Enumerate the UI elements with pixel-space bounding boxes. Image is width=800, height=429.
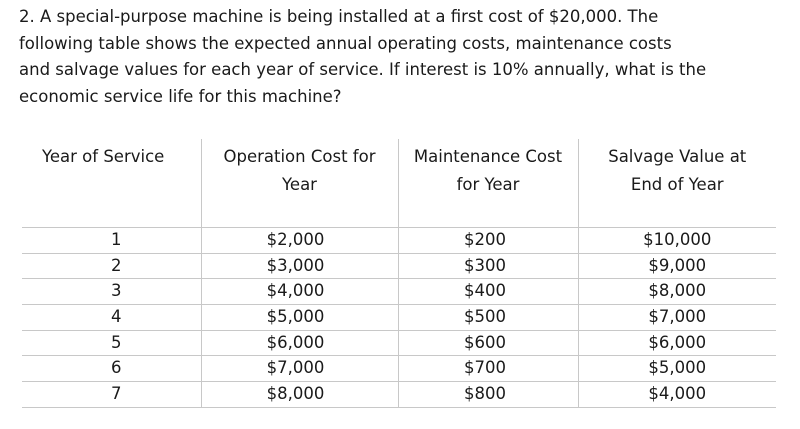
table-header-row <box>22 139 776 228</box>
cell-salvage-value: $10,000 <box>578 228 776 254</box>
cell-salvage-value: $8,000 <box>578 279 776 305</box>
question-line: economic service life for this machine? <box>19 86 342 106</box>
cell-salvage-value: $9,000 <box>578 253 776 279</box>
table-row <box>22 279 776 305</box>
cell-year: 6 <box>22 356 201 382</box>
cell-salvage-value: $4,000 <box>578 382 776 408</box>
header-maintenance-cost <box>398 139 578 228</box>
cell-operation-cost: $7,000 <box>201 356 398 382</box>
cell-maintenance-cost: $500 <box>398 305 578 331</box>
cost-table <box>22 139 776 408</box>
table-row <box>22 228 776 254</box>
cell-maintenance-cost: $700 <box>398 356 578 382</box>
question-line: and salvage values for each year of service. If interest is 10% annually, what is the <box>19 60 707 79</box>
cell-year: 2 <box>22 253 201 279</box>
header-line: Salvage Value at <box>608 147 747 166</box>
cell-operation-cost: $2,000 <box>201 228 398 254</box>
header-salvage-value <box>578 139 776 228</box>
cell-year: 1 <box>22 228 201 254</box>
header-line: Operation Cost for <box>223 147 376 166</box>
header-line: End of Year <box>630 175 724 194</box>
cell-operation-cost: $4,000 <box>201 279 398 305</box>
cell-maintenance-cost: $200 <box>398 228 578 254</box>
cell-year: 4 <box>22 305 201 331</box>
header-line: for Year <box>456 175 520 194</box>
header-operation-cost <box>201 139 398 228</box>
header-line: Maintenance Cost <box>413 147 563 166</box>
header-line: Year of Service <box>42 147 165 166</box>
cell-year: 7 <box>22 382 201 408</box>
cost-table-container <box>22 139 776 421</box>
header-year-of-service <box>22 139 201 228</box>
table-row <box>22 356 776 382</box>
cell-maintenance-cost: $800 <box>398 382 578 408</box>
table-row <box>22 253 776 279</box>
question-text <box>19 4 789 110</box>
question-line: following table shows the expected annual operating costs, maintenance costs <box>19 33 672 53</box>
cell-salvage-value: $6,000 <box>578 330 776 356</box>
cell-operation-cost: $3,000 <box>201 253 398 279</box>
cell-maintenance-cost: $400 <box>398 279 578 305</box>
cell-salvage-value: $5,000 <box>578 356 776 382</box>
header-line: Year <box>282 175 317 194</box>
cell-maintenance-cost: $600 <box>398 330 578 356</box>
cell-operation-cost: $5,000 <box>201 305 398 331</box>
table-row <box>22 382 776 408</box>
table-row <box>22 330 776 356</box>
question-line: 2. A special-purpose machine is being installed at a first cost of $20,000. The <box>19 7 659 26</box>
cell-operation-cost: $8,000 <box>201 382 398 408</box>
cell-year: 3 <box>22 279 201 305</box>
cell-salvage-value: $7,000 <box>578 305 776 331</box>
table-row <box>22 305 776 331</box>
cell-maintenance-cost: $300 <box>398 253 578 279</box>
cell-year: 5 <box>22 330 201 356</box>
cell-operation-cost: $6,000 <box>201 330 398 356</box>
